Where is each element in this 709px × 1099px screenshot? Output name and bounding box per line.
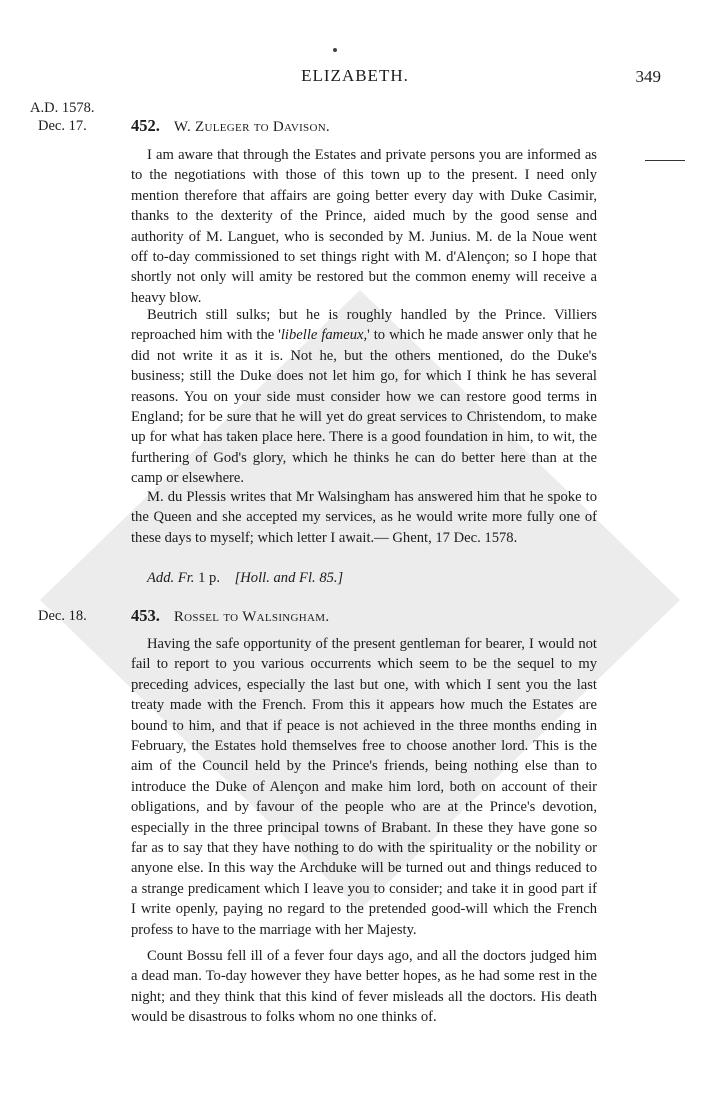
paragraph: M. du Plessis writes that Mr Walsingham has answered him that he spoke to the Queen and she accepted my services, as he would write more fully one of these days to myself; which letter I await.— Ghent, 17 Dec. 1578. [131, 489, 597, 546]
paragraph: I am aware that through the Estates and private persons you are informed as to the negotiations with those of this town up to the present. I need only mention therefore that affairs are going better every day with Duke Casimir, thanks to the dexterity of the Prince, aided much by the good sense and authority of M. Languet, who is seconded by M. Junius. M. de la Noue went off to-day commissioned to set things right with M. d'Alençon; so I hope that shortly not only will amity be restored but the common enemy will receive a heavy blow. [131, 147, 597, 306]
margin-date-452: Dec. 17. [38, 118, 87, 134]
entry-heading-452 [131, 116, 330, 136]
page-number: 349 [635, 67, 661, 86]
margin-mark [645, 160, 685, 161]
entry-note: Add. Fr. 1 p. [Holl. and Fl. 85.] [147, 570, 344, 586]
entry-number: 452. [131, 116, 160, 135]
paragraph: Having the safe opportunity of the present gentleman for bearer, I would not fail to report to you various occurrents which seem to be the sequel to my preceding advices, especially the last but one, with which I sent you the last treaty made with the French. From this it appears how much the Estates are bound to him, and that if peace is not achieved in the three months ending in February, the Estates hold themselves free to choose another lord. This is the aim of the Council held by the Prince's friends, being nothing else than to introduce the Duke of Alençon and make him lord, both on account of their obligations, and by favour of the people who are at the Prince's devotion, especially in the three principal towns of Brabant. In these they have gone so far as to say that they have nothing to do with the spirituality or the nobility or anyone else. In this way the Archduke will be turned out and things reduced to a strange predicament which I leave you to consider; and take it in good part if I write openly, paying no regard to the pretended good-will which the French profess to have to the marriage with her Majesty. [131, 636, 597, 938]
margin-year: A.D. 1578. [30, 100, 95, 116]
entry-number: 453. [131, 606, 160, 625]
running-title: ELIZABETH. [301, 66, 409, 85]
paragraph: Count Bossu fell ill of a fever four days ago, and all the doctors judged him a dead man. To-day however they have better hopes, as he had some rest in the night; and they think that this kind of fever misleads all the doctors. His death would be disastrous to folks whom no one thinks of. [131, 948, 597, 1026]
entry-heading-453 [131, 606, 329, 626]
entry-title: W. Zuleger to Davison. [173, 119, 330, 135]
paragraph: Beutrich still sulks; but he is roughly handled by the Prince. Villiers reproached him with the 'libelle fameux,' to which he made answer only that he did not write it as it is. Not he, but the others mentioned, do the Duke's business; still the Duke does not let him go, for which I think he has several reasons. You on your side must consider how we can restore good terms in England; for be sure that he will yet do great services to Christendom, to make up for what has taken place here. There is a good foundation in him, to wit, the furthering of God's glory, which he thinks he can do better here than at the camp or elsewhere. [131, 307, 597, 487]
print-speck [333, 48, 337, 52]
margin-date-453: Dec. 18. [38, 608, 87, 624]
italic-phrase: libelle fameux, [280, 327, 368, 344]
entry-title: Rossel to Walsingham. [173, 609, 330, 625]
